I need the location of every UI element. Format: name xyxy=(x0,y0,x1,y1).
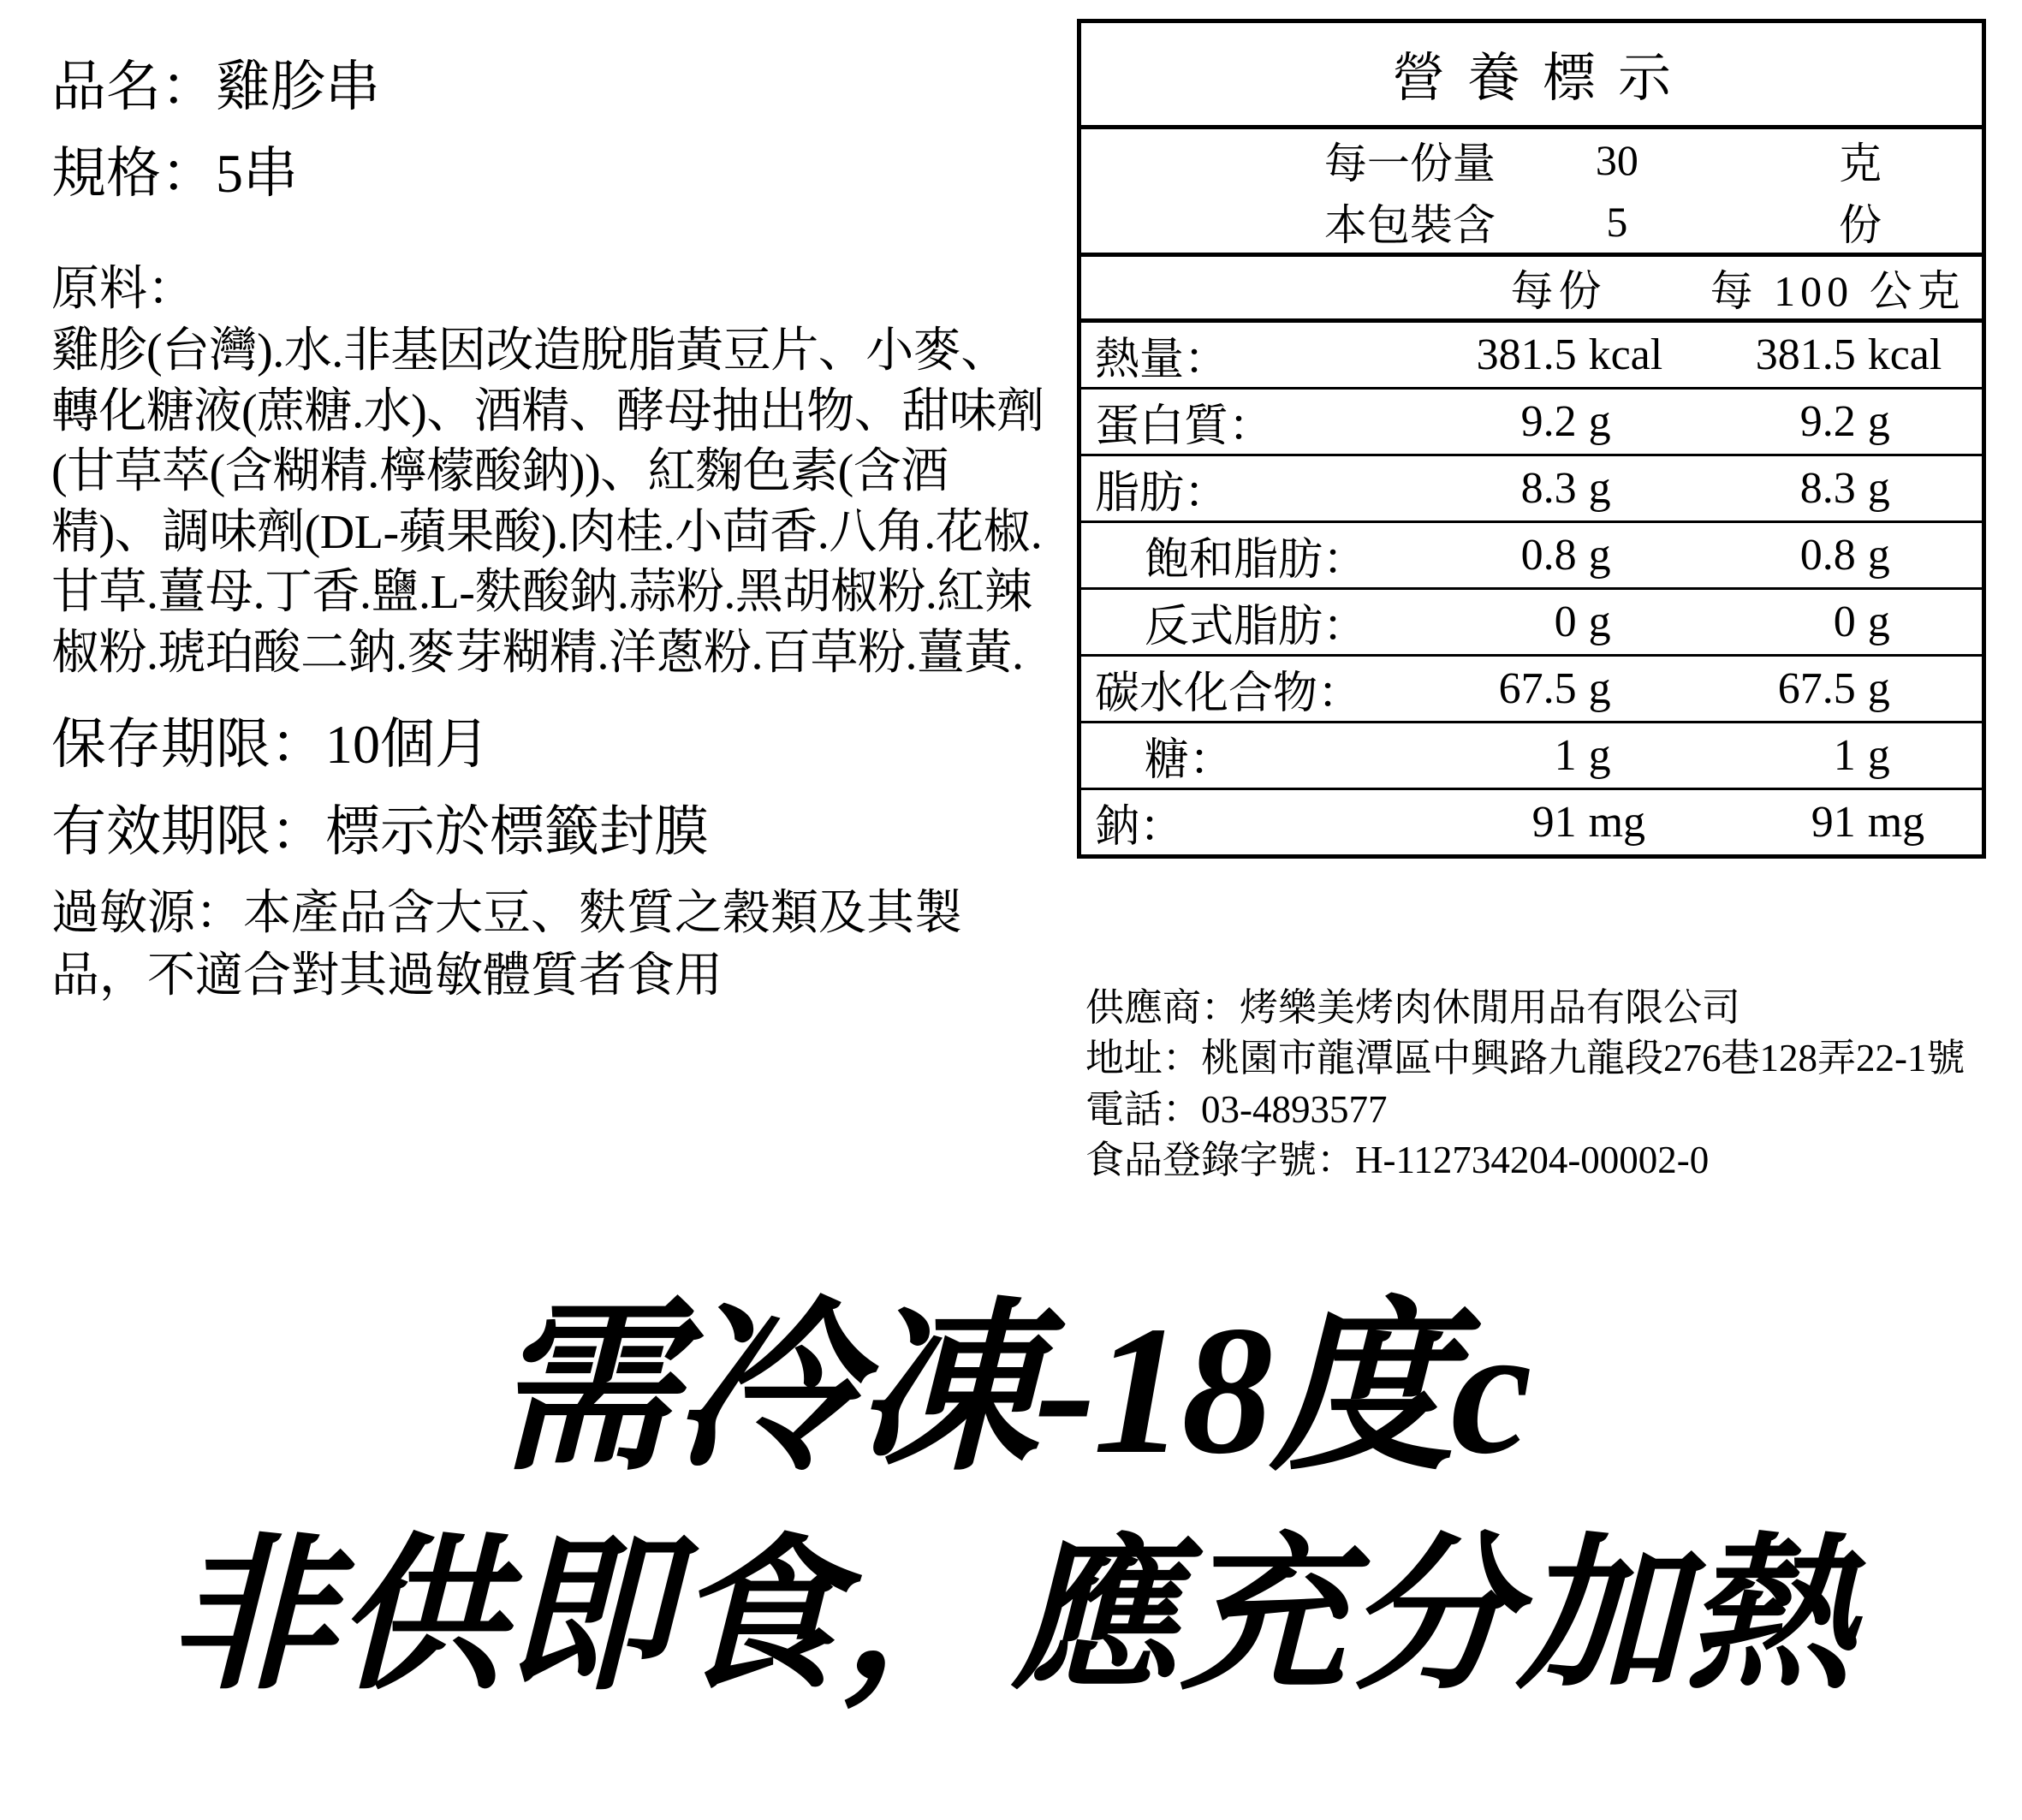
nutrient-unit-per-serving: kcal xyxy=(1588,330,1663,379)
nutrient-unit-per-serving: g xyxy=(1588,464,1611,513)
product-name: 品名：雞胗串 xyxy=(51,57,380,117)
nutrient-value-per-serving: 0.8 xyxy=(1520,531,1577,580)
nutrition-table xyxy=(1081,23,1982,854)
product-spec: 規格：5串 xyxy=(51,143,298,205)
spacer xyxy=(51,781,1053,796)
nutrient-value-per-serving: 1 xyxy=(1554,731,1577,780)
nutrition-row xyxy=(1081,656,1982,723)
supplier-company: 供應商：烤樂美烤肉休閒用品有限公司 xyxy=(1085,986,1741,1029)
nutrient-unit-per-100g: g xyxy=(1867,731,1890,780)
nutrient-value-per-100g: 1 xyxy=(1833,731,1856,780)
nutrient-name: 碳水化合物： xyxy=(1095,669,1363,718)
nutrition-row xyxy=(1081,723,1982,789)
spacer xyxy=(51,683,1053,709)
nutrient-value-per-100g: 9.2 xyxy=(1799,397,1856,446)
nutrient-unit-per-serving: g xyxy=(1588,731,1611,780)
ingredients-text: 雞胗(台灣).水.非基因改造脫脂黃豆片、小麥、轉化糖液(蔗糖.水)、酒精、酵母抽出物、甜味劑(甘草萃(含糊精.檸檬酸鈉))、紅麴色素(含酒精)、調味劑(DL-蘋果酸).肉桂.小茴香.八角.花椒.甘草.薑母.丁香.鹽.L-麩酸鈉.蒜粉.黑胡椒粉.紅辣椒粉.琥珀酸二鈉.麥芽糊精.洋蔥粉.百草粉.薑黃. xyxy=(51,324,1044,680)
spacer xyxy=(51,122,1053,138)
serving-size-value: 30 xyxy=(1595,136,1638,184)
servings-label: 本包裝含 xyxy=(1323,201,1496,249)
nutrient-value-per-serving: 91 xyxy=(1531,798,1577,847)
nutrition-rows xyxy=(1081,321,1982,855)
servings-unit: 份 xyxy=(1838,201,1882,249)
nutrient-unit-per-serving: mg xyxy=(1588,798,1646,847)
product-info-block xyxy=(51,51,1053,1007)
nutrient-value-per-100g: 0 xyxy=(1833,598,1856,646)
heating-warning: 非供即食，應充分加熱 xyxy=(168,1525,1854,1710)
nutrient-value-per-100g: 0.8 xyxy=(1799,531,1856,580)
col-per-serving: 每份 xyxy=(1510,267,1607,315)
supplier-phone: 電話：03-4893577 xyxy=(1085,1087,1388,1131)
nutrient-unit-per-serving: g xyxy=(1588,664,1611,713)
nutrient-unit-per-serving: g xyxy=(1588,531,1611,580)
nutrient-unit-per-100g: g xyxy=(1867,664,1890,713)
food-registration-number: 食品登錄字號：H-112734204-00002-0 xyxy=(1085,1139,1710,1182)
serving-size-unit: 克 xyxy=(1838,140,1882,187)
serving-size-label: 每一份量 xyxy=(1323,140,1496,187)
nutrient-unit-per-100g: g xyxy=(1867,397,1890,446)
nutrient-name: 熱量： xyxy=(1095,336,1229,384)
nutrition-row xyxy=(1081,455,1982,522)
nutrient-name: 飽和脂肪： xyxy=(1145,536,1368,585)
nutrient-value-per-100g: 8.3 xyxy=(1799,464,1856,513)
nutrient-value-per-100g: 67.5 xyxy=(1777,664,1856,713)
nutrient-unit-per-100g: g xyxy=(1867,464,1890,513)
serving-info-cell xyxy=(1081,128,1982,255)
col-per-100g: 每 100 公克 xyxy=(1710,267,1966,315)
expiry-date: 有效期限：標示於標籤封膜 xyxy=(51,800,709,862)
nutrition-row xyxy=(1081,389,1982,455)
nutrition-title-row xyxy=(1081,23,1982,128)
supplier-info xyxy=(1085,983,2010,1187)
spacer xyxy=(51,867,1053,883)
nutrient-unit-per-100g: g xyxy=(1867,598,1890,646)
nutrition-title: 營養標示 xyxy=(1081,23,1982,128)
nutrition-row xyxy=(1081,589,1982,656)
nutrition-column-headers xyxy=(1081,255,1982,321)
nutrient-name: 脂肪： xyxy=(1095,469,1229,518)
nutrient-unit-per-serving: g xyxy=(1588,598,1611,646)
serving-info-table xyxy=(1081,129,1982,253)
nutrition-facts-table xyxy=(1077,19,1986,859)
nutrient-value-per-100g: 381.5 xyxy=(1755,330,1856,379)
serving-info-row xyxy=(1081,128,1982,255)
supplier-address: 地址：桃園市龍潭區中興路九龍段276巷128弄22-1號 xyxy=(1085,1037,1966,1080)
allergen-notice: 過敏源：本產品含大豆、麩質之穀類及其製品，不適合對其過敏體質者食用 xyxy=(51,886,962,1002)
servings-value: 5 xyxy=(1606,198,1628,246)
nutrient-unit-per-100g: kcal xyxy=(1867,330,1942,379)
nutrient-value-per-serving: 9.2 xyxy=(1520,397,1577,446)
nutrient-unit-per-serving: g xyxy=(1588,397,1611,446)
nutrient-value-per-100g: 91 xyxy=(1811,798,1856,847)
shelf-life: 保存期限：10個月 xyxy=(51,714,490,776)
nutrition-row xyxy=(1081,789,1982,855)
nutrition-row xyxy=(1081,522,1982,589)
nutrient-value-per-serving: 67.5 xyxy=(1498,664,1577,713)
servings-per-pack-row xyxy=(1081,191,1982,253)
col-blank xyxy=(1081,255,1424,321)
frozen-storage-warning: 需冷凍-18度c xyxy=(492,1288,1530,1492)
nutrient-value-per-serving: 381.5 xyxy=(1476,330,1577,379)
nutrient-unit-per-100g: mg xyxy=(1867,798,1925,847)
nutrient-value-per-serving: 0 xyxy=(1554,598,1577,646)
nutrition-row xyxy=(1081,321,1982,389)
nutrient-value-per-serving: 8.3 xyxy=(1520,464,1577,513)
nutrient-name: 蛋白質： xyxy=(1095,402,1274,451)
serving-size-row xyxy=(1081,129,1982,191)
nutrient-name: 鈉： xyxy=(1095,803,1185,852)
ingredients-label: 原料： xyxy=(51,263,195,317)
nutrient-unit-per-100g: g xyxy=(1867,531,1890,580)
nutrient-name: 糖： xyxy=(1145,736,1234,785)
spacer xyxy=(51,209,1053,235)
nutrient-name: 反式脂肪： xyxy=(1145,603,1368,651)
